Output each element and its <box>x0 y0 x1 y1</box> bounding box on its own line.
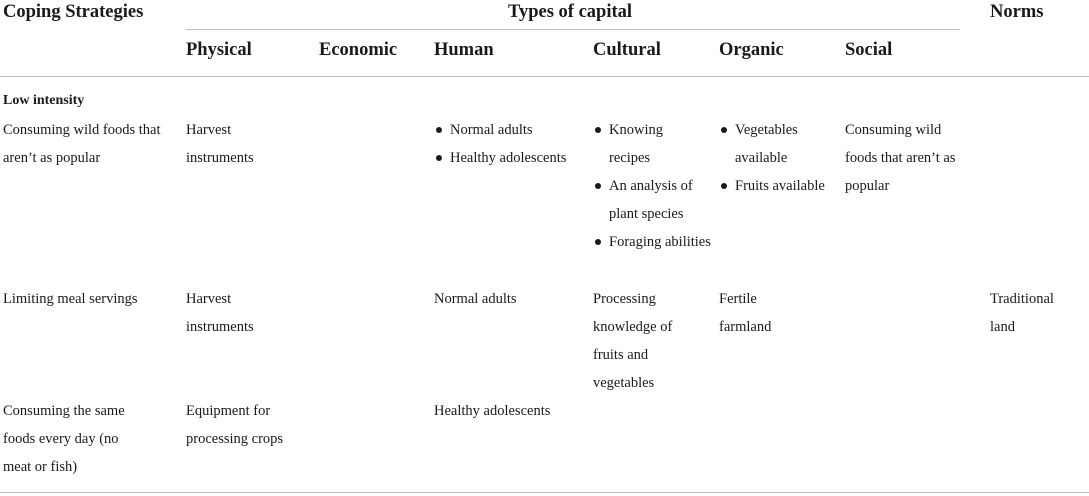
row2-strategy: Limiting meal servings <box>3 291 138 307</box>
header-social: Social <box>845 40 893 60</box>
row3-physical: Equipment for processing crops <box>186 403 284 447</box>
table-bottom-rule <box>0 492 1089 493</box>
header-economic: Economic <box>319 40 398 60</box>
row1-organic-list <box>719 116 844 200</box>
list-item: Vegetables available <box>719 116 820 172</box>
list-item: Knowing recipes <box>593 116 689 172</box>
list-item: An analysis of plant species <box>593 172 697 228</box>
header-human: Human <box>434 40 494 60</box>
header-physical: Physical <box>186 40 252 60</box>
list-item: Healthy adolescents <box>434 144 592 172</box>
row2-physical: Harvest instruments <box>186 291 254 335</box>
header-types-underline <box>186 29 960 30</box>
header-norms: Norms <box>990 2 1044 22</box>
row2-norms: Traditional land <box>990 291 1054 335</box>
header-coping-strategies: Coping Strategies <box>3 2 144 22</box>
row2-human: Normal adults <box>434 291 517 307</box>
row1-human-list <box>434 116 592 172</box>
row1-physical: Harvest instruments <box>186 122 254 166</box>
row2-cultural: Processing knowledge of fruits and vegetables <box>593 291 673 391</box>
row3-strategy: Consuming the same foods every day (no meat or fish) <box>3 403 125 475</box>
header-cultural: Cultural <box>593 40 661 60</box>
header-bottom-rule <box>0 76 1089 77</box>
row1-social: Consuming wild foods that aren’t as popular <box>845 122 956 194</box>
list-item: Normal adults <box>434 116 592 144</box>
header-organic: Organic <box>719 40 784 60</box>
header-types-of-capital: Types of capital <box>508 2 633 22</box>
row1-cultural-list <box>593 116 719 256</box>
section-low-intensity: Low intensity <box>3 93 85 108</box>
list-item: Foraging abilities <box>593 228 719 256</box>
row2-organic: Fertile farmland <box>719 291 772 335</box>
row1-strategy: Consuming wild foods that aren’t as popular <box>3 122 161 166</box>
list-item: Fruits available <box>719 172 844 200</box>
row3-human: Healthy adolescents <box>434 403 551 419</box>
